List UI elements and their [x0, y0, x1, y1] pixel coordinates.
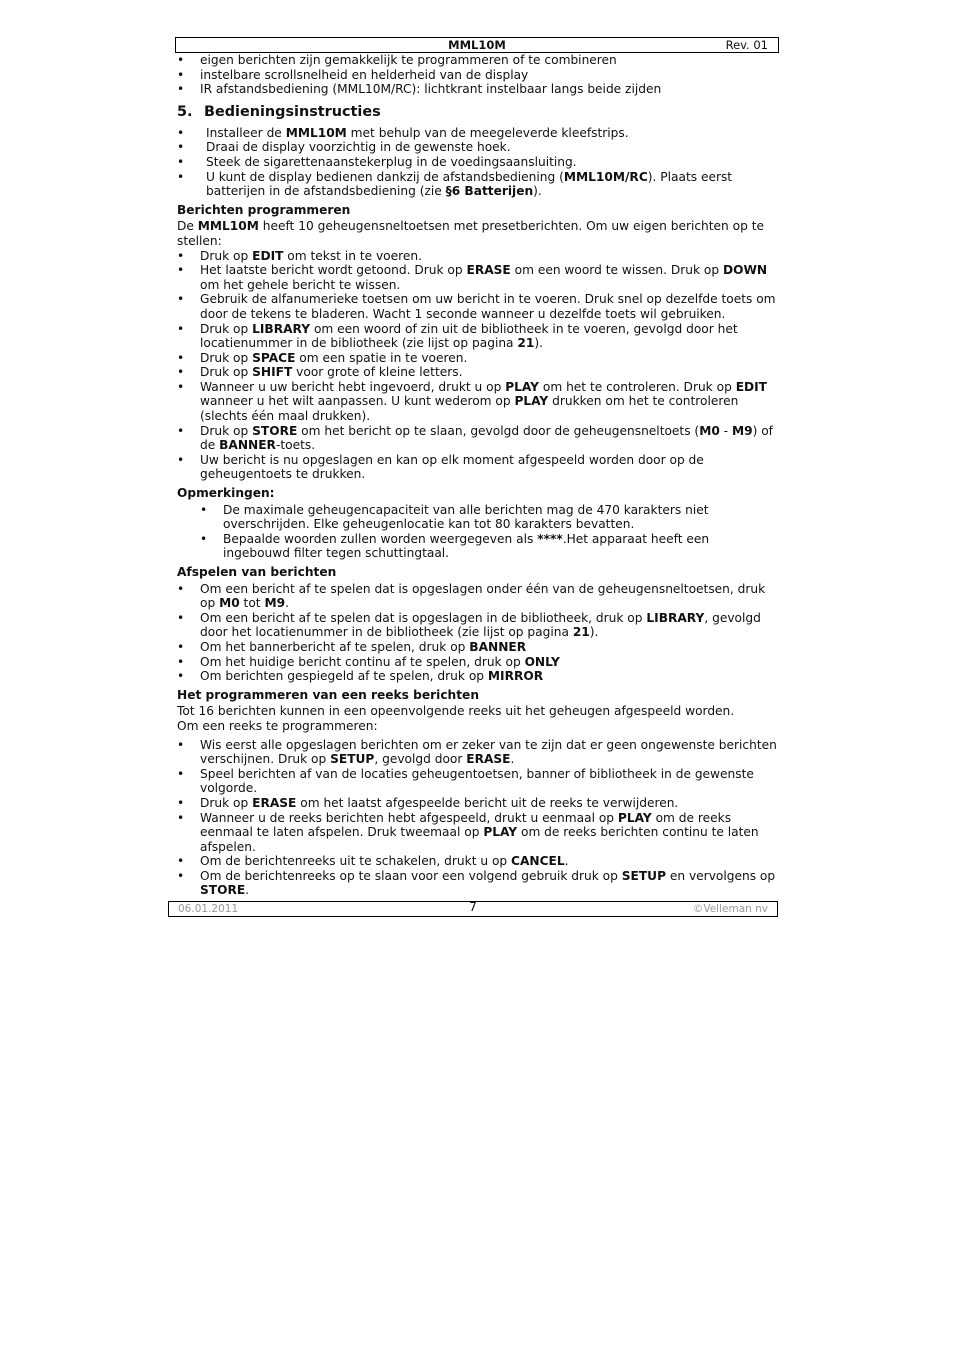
- reeks-bullet-list: [177, 738, 779, 899]
- document-body: [177, 53, 779, 898]
- list-item: • IR afstandsbediening (MML10M/RC): lichtkrant instelbaar langs beide zijden: [177, 82, 779, 97]
- list-item: • De maximale geheugencapaciteit van alle berichten mag de 470 karakters niet overschrijden. Elke geheugenlocatie kan tot 80 karakters bevatten.: [177, 503, 779, 532]
- list-item: • Om de berichtenreeks op te slaan voor een volgend gebruik druk op SETUP en vervolgens op STORE.: [177, 869, 779, 898]
- list-item: • Om het bannerbericht af te spelen, druk op BANNER: [177, 640, 779, 655]
- list-item: • Uw bericht is nu opgeslagen en kan op elk moment afgespeeld worden door op de geheugentoets te drukken.: [177, 453, 779, 482]
- subheading-reeks: Het programmeren van een reeks berichten: [177, 687, 479, 702]
- paragraph: Tot 16 berichten kunnen in een opeenvolgende reeks uit het geheugen afgespeeld worden.: [177, 704, 735, 719]
- list-item: • Om het huidige bericht continu af te spelen, druk op ONLY: [177, 655, 779, 670]
- paragraph: Om een reeks te programmeren:: [177, 718, 378, 733]
- revision-label: Rev. 01: [725, 38, 768, 52]
- subheading-afspelen: Afspelen van berichten: [177, 565, 337, 579]
- intro-bullet-list: [177, 53, 779, 97]
- list-item: • Druk op EDIT om tekst in te voeren.: [177, 249, 779, 264]
- list-item: • Druk op SHIFT voor grote of kleine letters.: [177, 365, 779, 380]
- list-item: • Druk op ERASE om het laatst afgespeelde bericht uit de reeks te verwijderen.: [177, 796, 779, 811]
- section5-bullet-list: [177, 126, 779, 199]
- document-title: MML10M: [448, 38, 506, 52]
- list-item: • Steek de sigarettenaanstekerplug in de voedingsaansluiting.: [177, 155, 779, 170]
- list-item: • Bepaalde woorden zullen worden weergegeven als ****.Het apparaat heeft een ingebouwd filter tegen schuttingtaal.: [177, 532, 779, 561]
- footer-copyright: ©Velleman nv: [692, 903, 768, 915]
- list-item: • Om berichten gespiegeld af te spelen, druk op MIRROR: [177, 669, 779, 684]
- page-number: 7: [469, 900, 477, 914]
- opmerkingen-bullet-list: [177, 503, 779, 561]
- list-item: • U kunt de display bedienen dankzij de afstandsbediening (MML10M/RC). Plaats eerst batterijen in de afstandsbediening (zie §6 Batterijen).: [177, 170, 779, 199]
- list-item: • Speel berichten af van de locaties geheugentoetsen, banner of bibliotheek in de gewenste volgorde.: [177, 767, 779, 796]
- section-heading: 5. Bedieningsinstructies: [177, 103, 381, 120]
- list-item: • Wis eerst alle opgeslagen berichten om er zeker van te zijn dat er geen ongewenste berichten verschijnen. Druk op SETUP, gevolgd door ERASE.: [177, 738, 779, 767]
- list-item: • Wanneer u uw bericht hebt ingevoerd, drukt u op PLAY om het te controleren. Druk op EDIT wanneer u het wilt aanpassen. U kunt wederom op PLAY drukken om het te controleren (slechts één maal drukken).: [177, 380, 779, 424]
- list-item: • eigen berichten zijn gemakkelijk te programmeren of te combineren: [177, 53, 779, 68]
- list-item: • Wanneer u de reeks berichten hebt afgespeeld, drukt u eenmaal op PLAY om de reeks eenmaal te laten afspelen. Druk tweemaal op PLAY om de reeks berichten continu te laten afspelen.: [177, 811, 779, 855]
- list-item: • Om de berichtenreeks uit te schakelen, drukt u op CANCEL.: [177, 854, 779, 869]
- page-footer: [168, 901, 778, 917]
- subheading-programmeren: Berichten programmeren: [177, 202, 351, 217]
- list-item: • Installeer de MML10M met behulp van de meegeleverde kleefstrips.: [177, 126, 779, 141]
- programmeren-bullet-list: [177, 249, 779, 483]
- footer-date: 06.01.2011: [178, 903, 239, 915]
- list-item: • Druk op SPACE om een spatie in te voeren.: [177, 351, 779, 366]
- list-item: • instelbare scrollsnelheid en helderheid van de display: [177, 68, 779, 83]
- list-item: • Om een bericht af te spelen dat is opgeslagen onder één van de geheugensneltoetsen, druk op M0 tot M9.: [177, 582, 779, 611]
- list-item: • Het laatste bericht wordt getoond. Druk op ERASE om een woord te wissen. Druk op DOWN om het gehele bericht te wissen.: [177, 263, 779, 292]
- list-item: • Draai de display voorzichtig in de gewenste hoek.: [177, 140, 779, 155]
- list-item: • Druk op LIBRARY om een woord of zin uit de bibliotheek in te voeren, gevolgd door het locatienummer in de bibliotheek (zie lijst op pagina 21).: [177, 322, 779, 351]
- list-item: • Gebruik de alfanumerieke toetsen om uw bericht in te voeren. Druk snel op dezelfde toets om door de tekens te bladeren. Wacht 1 seconde wanneer u dezelfde toets wil gebruiken.: [177, 292, 779, 321]
- subheading-opmerkingen: Opmerkingen:: [177, 486, 275, 501]
- page-header: [175, 37, 779, 53]
- list-item: • Druk op STORE om het bericht op te slaan, gevolgd door de geheugensneltoets (M0 - M9) of de BANNER-toets.: [177, 424, 779, 453]
- paragraph: De MML10M heeft 10 geheugensneltoetsen met presetberichten. Om uw eigen berichten op te stellen:: [177, 219, 764, 248]
- list-item: • Om een bericht af te spelen dat is opgeslagen in de bibliotheek, druk op LIBRARY, gevolgd door het locatienummer in de bibliotheek (zie lijst op pagina 21).: [177, 611, 779, 640]
- afspelen-bullet-list: [177, 582, 779, 684]
